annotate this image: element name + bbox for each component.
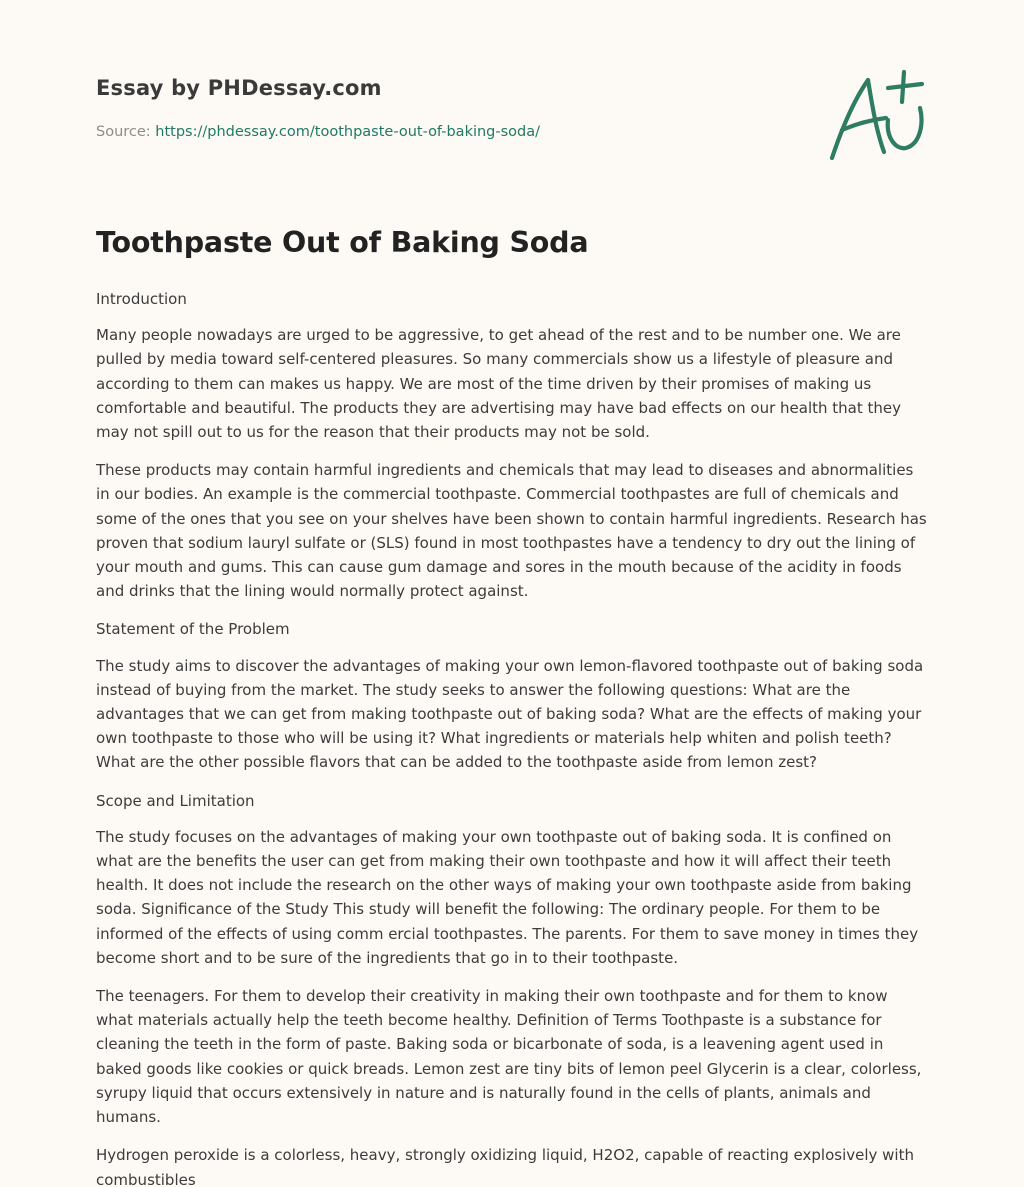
- document-title: Toothpaste Out of Baking Soda: [96, 226, 589, 259]
- source-link[interactable]: https://phdessay.com/toothpaste-out-of-baking-soda/: [155, 124, 541, 140]
- paragraph: The teenagers. For them to develop their creativity in making their own toothpaste and for them to know what materials actually help the teeth become healthy. Definition of Terms Toothpaste is a substance for cleaning the teeth in the form of paste. Baking soda or bicarbonate of soda, is a leavening agent used in baked goods like cookies or quick breads. Lemon zest are tiny bits of lemon peel Glycerin is a clear, colorless, syrupy liquid that occurs extensively in nature and is naturally found in the cells of plants, animals and humans.: [96, 987, 922, 1127]
- paragraph: The study aims to discover the advantages of making your own lemon-flavored toothpaste out of baking soda instead of buying from the market. The study seeks to answer the following questions: What are the advantages that we can get from making toothpaste out of baking soda? What are the effects of making your own toothpaste to those who will be using it? What ingredients or materials help whiten and polish teeth? What are the other possible flavors that can be added to the toothpaste aside from lemon zest?: [96, 656, 924, 772]
- section-heading: Scope and Limitation: [96, 791, 255, 810]
- source-label: Source:: [96, 124, 156, 140]
- paragraph: These products may contain harmful ingredients and chemicals that may lead to diseases and abnormalities in our bodies. An example is the commercial toothpaste. Commercial toothpastes are full of chemicals and some of the ones that you see on your shelves have been shown to contain harmful ingredients. Research has proven that sodium lauryl sulfate or (SLS) found in most toothpastes have a tendency to dry out the lining of your mouth and gums. This can cause gum damage and sores in the mouth because of the acidity in foods and drinks that the lining would normally protect against.: [96, 461, 927, 601]
- paragraph: Hydrogen peroxide is a colorless, heavy, strongly oxidizing liquid, H2O2, capable of reacting explosively with combustibles: [96, 1146, 914, 1187]
- page-header: [96, 74, 928, 184]
- source-line: [96, 124, 540, 140]
- a-plus-logo-icon: [826, 68, 928, 162]
- site-title: Essay by PHDessay.com: [96, 76, 382, 100]
- section-heading: Statement of the Problem: [96, 620, 290, 639]
- document-body: [96, 287, 928, 1187]
- paragraph: Many people nowadays are urged to be aggressive, to get ahead of the rest and to be number one. We are pulled by media toward self-centered pleasures. So many commercials show us a lifestyle of pleasure and according to them can makes us happy. We are most of the time driven by their promises of making us comfortable and beautiful. The products they are advertising may have bad effects on our health that they may not spill out to us for the reason that their products may not be sold.: [96, 326, 902, 442]
- paragraph: The study focuses on the advantages of making your own toothpaste out of baking soda. It is confined on what are the benefits the user can get from making their own toothpaste and how it will affect their teeth health. It does not include the research on the other ways of making your own toothpaste aside from baking soda. Significance of the Study This study will benefit the following: The ordinary people. For them to be informed of the effects of using comm ercial toothpastes. The parents. For them to save money in times they become short and to be sure of the ingredients that go in to their toothpaste.: [96, 827, 919, 967]
- section-heading: Introduction: [96, 290, 187, 308]
